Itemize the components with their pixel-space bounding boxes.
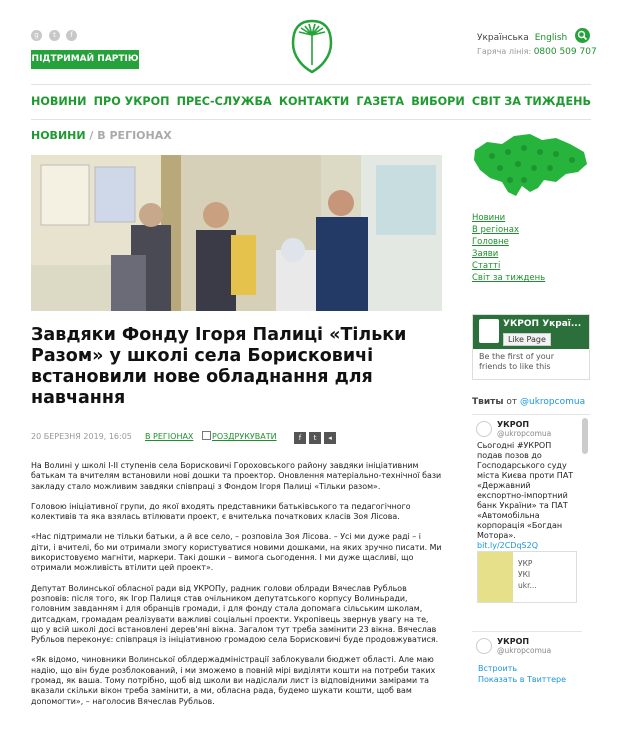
twitter-embed-link[interactable]: Встроить: [478, 664, 518, 673]
tweet-card-line: УКР: [518, 559, 533, 568]
facebook-page-name[interactable]: УКРОП Украї...: [503, 319, 582, 329]
print-link[interactable]: РОЗДРУКУВАТИ: [212, 432, 277, 441]
support-party-button[interactable]: ПІДТРИМАЙ ПАРТІЮ: [31, 50, 139, 69]
breadcrumb: [31, 129, 172, 142]
facebook-icon[interactable]: f: [66, 30, 77, 41]
tweet-handle[interactable]: @ukropcomua: [497, 429, 552, 438]
tweet-card[interactable]: [477, 551, 577, 603]
sidebar-link-articles[interactable]: Статті: [472, 261, 501, 271]
facebook-widget: [472, 314, 590, 380]
tweet-link[interactable]: bit.ly/2CDqS2Q: [477, 541, 539, 550]
article-paragraph: Депутат Волинської обласної ради від УКРОПу, радник голови облради Вячеслав Рубльов розповів: після того, як Ігор Палиця став очільником депутатського корпусу Волиньради, головним завданням і для обранців громади, і для фонду стала допомага сільським школам, дитсадкам, громадам реалізувати важливі соціальні проекти. Укропівець звернув увагу на те, що у всій школі досі встановлені дерев'яні вікна. Загалом тут треба замінити 23 вікна. Вячеслав Рубльов переконує: співпраця із ініціативною громадою села Борисковичі буде продовжуватися.: [31, 583, 439, 645]
twitter-icon[interactable]: t: [49, 30, 60, 41]
tweet-body: подав позов до Господарського суду міста Києва проти ПАТ «Державний експортно-імпортний банк України» та ПАТ «Автомобільна корпорація «Богдан Мотора».: [477, 451, 574, 540]
tweet-author[interactable]: УКРОП: [497, 420, 530, 429]
nav-item-world-week[interactable]: СВІТ ЗА ТИЖДЕНЬ: [471, 95, 591, 108]
sidebar-link-main[interactable]: Головне: [472, 237, 509, 247]
search-icon[interactable]: [575, 28, 590, 43]
tweets-from: от: [506, 397, 518, 407]
tweet-card-image: [478, 552, 513, 603]
google-plus-icon[interactable]: g: [31, 30, 42, 41]
article-paragraph: Головою ініціативної групи, до якої входять представники батьківського та педагогічного колективів та яка взялась втілювати проект, є вчителька початкових класів Зоя Лісова.: [31, 501, 411, 522]
breadcrumb-news[interactable]: НОВИНИ: [31, 129, 86, 142]
breadcrumb-separator: /: [89, 129, 94, 142]
article-category-link[interactable]: В РЕГІОНАХ: [145, 432, 194, 441]
lang-en[interactable]: English: [534, 33, 568, 43]
nav-item-elections[interactable]: ВИБОРИ: [411, 95, 465, 108]
nav-item-newspaper[interactable]: ГАЗЕТА: [356, 95, 405, 108]
nav-item-contacts[interactable]: КОНТАКТИ: [278, 95, 350, 108]
tweets-label: Твиты: [472, 397, 504, 407]
tweet-card-line: УКІ: [518, 570, 531, 579]
sidebar-links: [472, 212, 545, 284]
article-paragraph: На Волині у школі І-ІІ ступенів села Борисковичі Гороховського району завдяки ініціативним батькам та вчителям встановили нові дошки та проектор. Оновлення матеріально-технічної бази закладу стало можливим завдяки співпраці з Фондом Ігоря Палиці «Тільки разом».: [31, 461, 442, 491]
ukraine-map[interactable]: [472, 130, 590, 205]
hotline: [477, 47, 597, 57]
breadcrumb-current: В РЕГІОНАХ: [97, 129, 172, 142]
sidebar-link-world-week[interactable]: Світ за тиждень: [472, 273, 546, 283]
tweet-avatar[interactable]: [476, 638, 492, 654]
nav-item-press[interactable]: ПРЕС-СЛУЖБА: [176, 95, 272, 108]
article-photo: [31, 155, 442, 311]
twitter-timeline[interactable]: [472, 414, 590, 654]
hotline-phone[interactable]: 0800 509 707: [533, 47, 597, 57]
sidebar-link-statements[interactable]: Заяви: [472, 249, 499, 259]
facebook-cover: [473, 315, 589, 349]
nav-divider-bottom: [31, 119, 591, 120]
twitter-widget-header: [472, 397, 585, 407]
language-switch: [477, 33, 567, 43]
article-paragraph: «Як відомо, чиновники Волинської облдержадміністрації заблокували бюджет області. Але маю надію, що він буде розблокований, і ми зможемо в повній мірі виділяти кошти на потреби таких громад, як ваша. Тому потрібно, щоб від школи ви надіслали лист із відповідними замірами та вказали скільки вікон треба замінити, а ми, обласна рада, будемо шукати кошти, щоб вам допомогти», – наголосив Вячеслав Рубльов.: [31, 655, 436, 706]
twitter-widget-footer: [478, 663, 566, 685]
article-body: [31, 461, 443, 717]
tweet-handle[interactable]: @ukropcomua: [497, 646, 552, 655]
facebook-widget-text: Be the first of your friends to like this: [479, 352, 555, 371]
twitter-share-icon[interactable]: t: [309, 432, 321, 444]
tweet[interactable]: [472, 631, 582, 655]
twitter-scrollbar[interactable]: [582, 418, 588, 454]
facebook-like-button[interactable]: Like Page: [503, 333, 551, 346]
facebook-page-logo[interactable]: [479, 319, 499, 343]
sidebar-link-regions[interactable]: В регіонах: [472, 225, 519, 235]
nav-item-about[interactable]: ПРО УКРОП: [93, 95, 170, 108]
tweets-handle[interactable]: @ukropcomua: [520, 397, 586, 407]
tweet-card-line: ukr...: [518, 581, 537, 590]
tweet-hashtag[interactable]: Сьогодні #УКРОП: [477, 441, 552, 450]
article-paragraph: «Нас підтримали не тільки батьки, а й все село, – розповіла Зоя Лісова. – Усі ми дуже раді – і діти, і вчителі, бо ми отримали змогу користуватися новими дошками, на яких зручно писати. Ми використовуємо магніти, маркери. Такі дошки – вимога сьогодення. І ми дуже щасливі, що отримали можливість втілити цей проект».: [31, 532, 442, 573]
facebook-share-icon[interactable]: f: [294, 432, 306, 444]
lang-ua[interactable]: Українська: [477, 33, 529, 43]
nav-divider-top: [31, 84, 591, 85]
article-title: Завдяки Фонду Ігоря Палиці «Тільки Разом» у школі села Борисковичі встановили нове обладнання для навчання: [31, 325, 407, 408]
main-nav: [31, 92, 591, 112]
print-icon[interactable]: [202, 431, 211, 440]
sidebar-link-news[interactable]: Новини: [472, 213, 506, 223]
share-icon[interactable]: ◂: [324, 432, 336, 444]
ukrop-logo[interactable]: [291, 19, 333, 74]
tweet-author[interactable]: УКРОП: [497, 637, 530, 646]
hotline-label: Гаряча лінія:: [477, 47, 532, 56]
twitter-view-link[interactable]: Показать в Твиттере: [478, 675, 567, 684]
tweet-avatar[interactable]: [476, 421, 492, 437]
nav-item-news[interactable]: НОВИНИ: [31, 95, 87, 108]
tweet-text: [477, 441, 577, 551]
article-date: 20 БЕРЕЗНЯ 2019, 16:05: [31, 432, 132, 441]
